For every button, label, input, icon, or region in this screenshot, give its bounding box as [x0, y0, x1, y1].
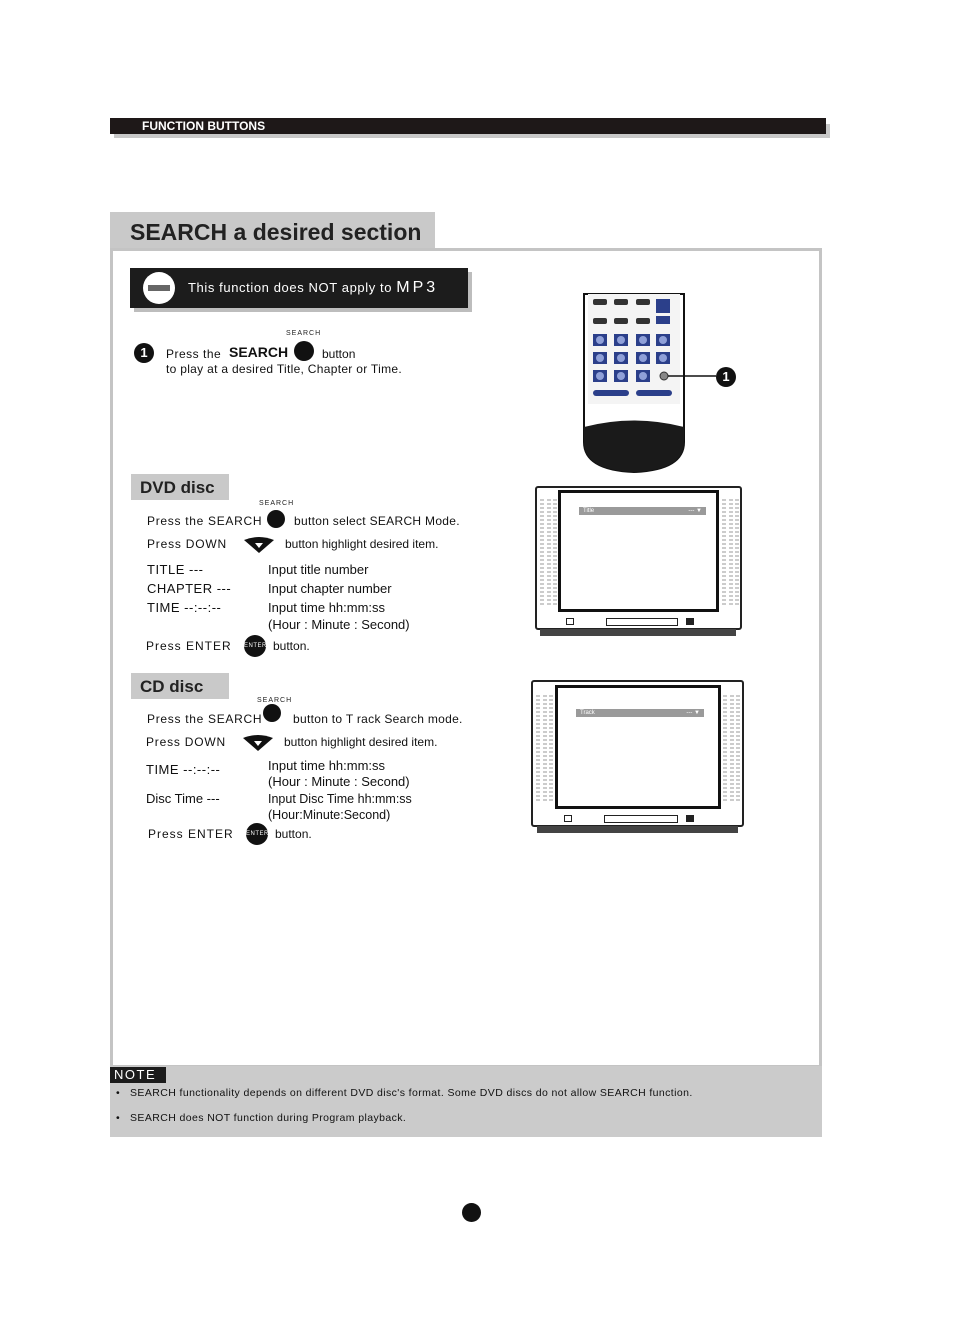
- dvd-search-line-suffix: button select SEARCH Mode.: [294, 514, 460, 528]
- cd-down-line-prefix: Press DOWN: [146, 735, 226, 749]
- cd-search-line-suffix: button to T rack Search mode.: [293, 712, 463, 726]
- cd-tv-disc-slot: [604, 815, 678, 823]
- remote-callout-1: 1: [716, 367, 736, 387]
- cd-disc-time-note: (Hour:Minute:Second): [268, 808, 391, 822]
- remote-key-face: [617, 336, 625, 344]
- cd-enter-line-prefix: Press ENTER: [148, 827, 234, 841]
- step-1-line1-suffix: button: [322, 347, 356, 361]
- dvd-tv-base: [540, 629, 736, 636]
- header-bar: [110, 118, 826, 134]
- dvd-tv-sensor: [686, 618, 694, 625]
- dvd-disc-title: DVD disc: [140, 478, 215, 497]
- dvd-tv-left-speaker: [539, 498, 557, 610]
- no-entry-icon-bar: [148, 285, 170, 291]
- dvd-search-caption: SEARCH: [259, 500, 295, 507]
- step-1-search-word: SEARCH: [229, 344, 289, 360]
- dvd-tv-bar-value: ---: [688, 508, 695, 514]
- remote-key-face: [639, 354, 647, 362]
- remote-key-face: [596, 354, 604, 362]
- dvd-tv-menu-bar: Title --- ▼: [579, 507, 706, 515]
- search-button-icon: [263, 704, 281, 722]
- note-item-2: • SEARCH does NOT function during Program playback.: [116, 1112, 407, 1124]
- cd-time-label: TIME --:--:--: [146, 762, 221, 777]
- cd-time-desc: Input time hh:mm:ss: [268, 758, 386, 773]
- dvd-chapter-label: CHAPTER ---: [147, 581, 232, 596]
- remote-control-illustration: [580, 292, 740, 477]
- step-1-line2: to play at a desired Title, Chapter or Time.: [166, 362, 402, 376]
- note-item-2-text: SEARCH does NOT function during Program playback.: [130, 1112, 407, 1124]
- down-arrow-icon: [243, 735, 273, 751]
- remote-key-face: [659, 354, 667, 362]
- cd-enter-line-suffix: button.: [275, 827, 312, 841]
- note-box: [110, 1066, 822, 1137]
- remote-key-face: [617, 372, 625, 380]
- dvd-chapter-desc: Input chapter number: [268, 581, 392, 596]
- search-button-icon: [267, 510, 285, 528]
- remote-key-face: [617, 354, 625, 362]
- dvd-tv-right-speaker: [721, 498, 739, 610]
- cd-tv-bar-value: ---: [686, 710, 693, 716]
- enter-button-icon: ENTER: [246, 823, 268, 845]
- warning-format: MP3: [396, 279, 439, 296]
- dvd-tv-disc-slot: [606, 618, 678, 626]
- page-number-marker: [462, 1203, 481, 1222]
- enter-button-icon: ENTER: [244, 635, 266, 657]
- cd-tv-sensor: [686, 815, 694, 822]
- note-item-1: • SEARCH functionality depends on different DVD disc's format. Some DVD discs do not allow SEARCH function.: [116, 1087, 693, 1099]
- cd-disc-time-label: Disc Time ---: [146, 791, 220, 806]
- dvd-title-desc: Input title number: [268, 562, 369, 577]
- dvd-tv-power-indicator: [566, 618, 574, 625]
- remote-key-face: [596, 336, 604, 344]
- search-button-caption: SEARCH: [286, 330, 322, 337]
- cd-search-caption: SEARCH: [257, 697, 293, 704]
- cd-tv-left-speaker: [535, 694, 553, 806]
- remote-key-face: [659, 336, 667, 344]
- section-title: SEARCH a desired section: [130, 219, 422, 245]
- dvd-enter-line-prefix: Press ENTER: [146, 639, 232, 653]
- dvd-search-line-prefix: Press the SEARCH: [147, 514, 263, 528]
- dvd-down-line-suffix: button highlight desired item.: [285, 537, 439, 551]
- cd-tv-screen: [555, 685, 721, 809]
- search-button-icon: [294, 341, 314, 361]
- cd-tv-base: [537, 826, 738, 833]
- cd-time-note: (Hour : Minute : Second): [268, 774, 410, 789]
- dvd-time-label: TIME --:--:--: [147, 600, 222, 615]
- note-item-1-text: SEARCH functionality depends on different DVD disc's format. Some DVD discs do not allow SEARCH function.: [130, 1087, 693, 1099]
- dvd-time-note: (Hour : Minute : Second): [268, 617, 410, 632]
- cd-tv-menu-bar: Track --- ▼: [576, 709, 704, 717]
- remote-key-face: [639, 372, 647, 380]
- cd-tv-bar-label: Track: [580, 710, 595, 716]
- dvd-tv-bar-label: Title: [583, 508, 595, 514]
- remote-key-face: [639, 336, 647, 344]
- step-1-marker: 1: [134, 343, 154, 363]
- dvd-down-line-prefix: Press DOWN: [147, 537, 227, 551]
- cd-search-line-prefix: Press the SEARCH: [147, 712, 263, 726]
- cd-disc-title: CD disc: [140, 677, 204, 696]
- remote-key-face: [596, 372, 604, 380]
- warning-text-main: This function does NOT apply to: [188, 280, 397, 295]
- cd-disc-time-desc: Input Disc Time hh:mm:ss: [268, 792, 412, 806]
- dvd-enter-line-suffix: button.: [273, 639, 310, 653]
- warning-text: [188, 279, 438, 297]
- header-title: FUNCTION BUTTONS: [142, 119, 266, 133]
- dvd-time-desc: Input time hh:mm:ss: [268, 600, 386, 615]
- cd-tv-power-indicator: [564, 815, 572, 822]
- step-1-line1-prefix: Press the: [166, 347, 222, 361]
- cd-tv-right-speaker: [722, 694, 740, 806]
- cd-down-line-suffix: button highlight desired item.: [284, 735, 438, 749]
- note-tag: NOTE: [110, 1067, 166, 1083]
- dvd-title-label: TITLE ---: [147, 562, 204, 577]
- down-arrow-icon: [244, 537, 274, 553]
